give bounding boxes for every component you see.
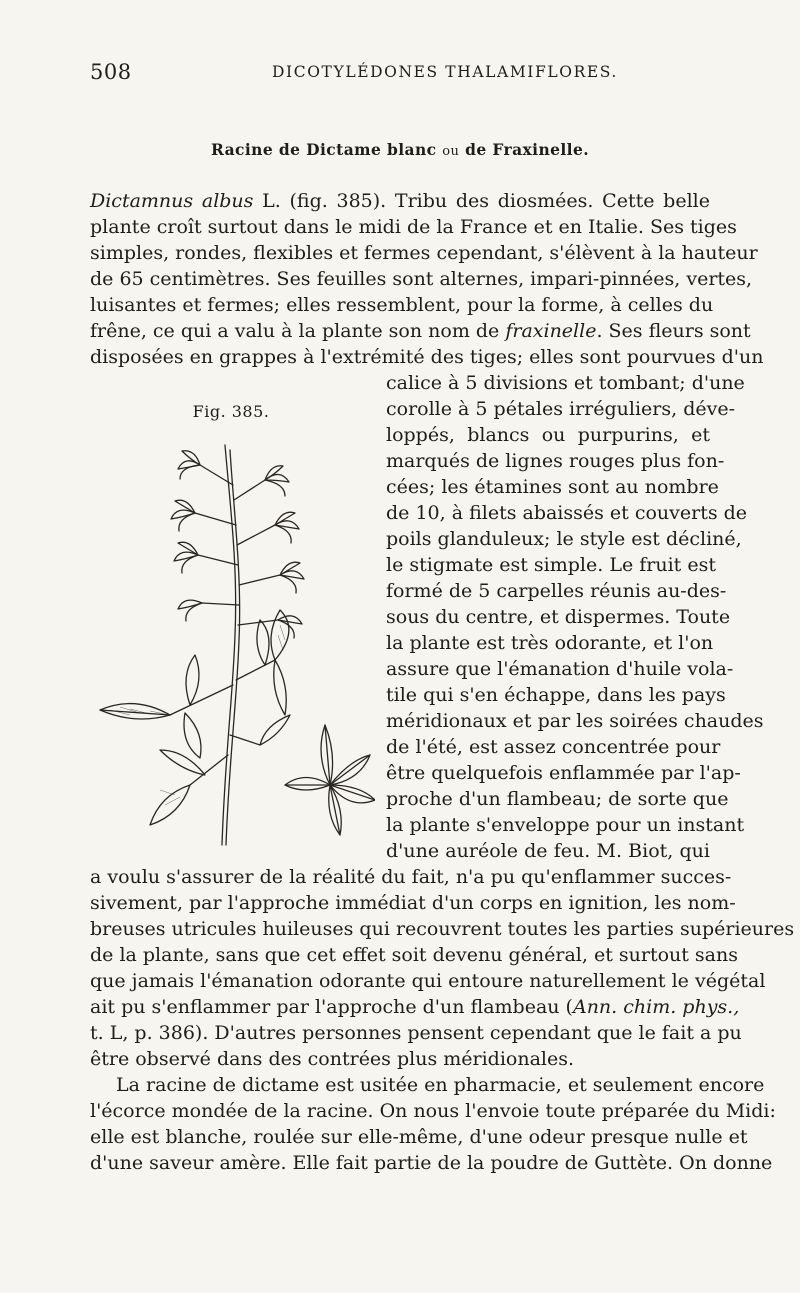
text-line: tile qui s'en échappe, dans les pays xyxy=(386,684,726,706)
text-line: breuses utricules huileuses qui recouvrent toutes les parties supérieures xyxy=(90,918,795,940)
flower xyxy=(275,512,299,543)
figure-caption: Fig. 385. xyxy=(192,402,270,421)
text-line: de l'été, est assez concentrée pour xyxy=(386,736,721,758)
leaf xyxy=(186,655,199,705)
text-line: le stigmate est simple. Le fruit est xyxy=(386,554,716,576)
text-line: t. L, p. 386). D'autres personnes pensent cependant que le fait a pu xyxy=(90,1022,742,1044)
text-line: être observé dans des contrées plus méridionales. xyxy=(90,1048,575,1070)
flower xyxy=(280,562,304,593)
leaf xyxy=(271,610,289,660)
text-line: de 65 centimètres. Ses feuilles sont alternes, impari-pinnées, vertes, xyxy=(90,268,753,290)
text-line: être quelquefois enflammée par l'ap- xyxy=(386,762,741,784)
text-line: assure que l'émanation d'huile vola- xyxy=(386,658,734,680)
text-line: La racine de dictame est usitée en pharmacie, et seulement encore xyxy=(116,1074,765,1096)
line-32-start: ait pu s'enflammer par l'approche d'un flambeau ( xyxy=(90,996,573,1018)
flower xyxy=(178,600,202,621)
text-line: sous du centre, et dispermes. Toute xyxy=(386,606,731,628)
text-line xyxy=(90,188,710,214)
text-line xyxy=(90,994,740,1020)
text-line: que jamais l'émanation odorante qui entoure naturellement le végétal xyxy=(90,970,766,992)
text-line: a voulu s'assurer de la réalité du fait, n'a pu qu'enflammer succes- xyxy=(90,866,732,888)
flower xyxy=(174,542,198,573)
leaf-rosette xyxy=(285,725,375,835)
text-line: la plante est très odorante, et l'on xyxy=(386,632,714,654)
flower xyxy=(178,451,200,479)
leaf xyxy=(150,785,190,825)
text-line: simples, rondes, flexibles et fermes cependant, s'élèvent à la hauteur xyxy=(90,242,758,264)
text-line: poils glanduleux; le style est décliné, xyxy=(386,528,742,550)
flower xyxy=(265,466,289,496)
text-line: d'une saveur amère. Elle fait partie de la poudre de Guttète. On donne xyxy=(90,1152,773,1174)
leaf xyxy=(160,750,205,775)
citation-abbrev: Ann. chim. phys., xyxy=(572,996,740,1018)
fraxinelle-term: fraxinelle xyxy=(505,320,597,342)
running-title: DICOTYLÉDONES THALAMIFLORES. xyxy=(272,63,618,81)
section-title-ou: ou xyxy=(442,144,460,159)
text-line: cées; les étamines sont au nombre xyxy=(386,476,719,498)
dictamnus-plant-illustration xyxy=(90,425,375,865)
line-6-start: frêne, ce qui a valu à la plante son nom de xyxy=(90,320,506,342)
text-line: de 10, à filets abaissés et couverts de xyxy=(386,502,748,524)
text-line: plante croît surtout dans le midi de la France et en Italie. Ses tiges xyxy=(90,216,737,238)
text-line: l'écorce mondée de la racine. On nous l'envoie toute préparée du Midi: xyxy=(90,1100,776,1122)
text-line: loppés, blancs ou purpurins, et xyxy=(386,424,710,446)
running-head xyxy=(90,60,710,88)
section-title-part-a: Racine de Dictame blanc xyxy=(210,140,437,159)
text-line: proche d'un flambeau; de sorte que xyxy=(386,788,729,810)
flower xyxy=(171,500,195,531)
text-line: luisantes et fermes; elles ressemblent, pour la forme, à celles du xyxy=(90,294,714,316)
text-line: d'une auréole de feu. M. Biot, qui xyxy=(386,840,710,862)
text-line: calice à 5 divisions et tombant; d'une xyxy=(386,372,745,394)
section-title-part-b: de Fraxinelle. xyxy=(465,140,590,159)
leaf xyxy=(257,620,269,665)
text-line xyxy=(90,318,751,344)
text-line: formé de 5 carpelles réunis au-des- xyxy=(386,580,727,602)
text-line: elle est blanche, roulée sur elle-même, d'une odeur presque nulle et xyxy=(90,1126,748,1148)
text-line: corolle à 5 pétales irréguliers, déve- xyxy=(386,398,736,420)
text-line: sivement, par l'approche immédiat d'un corps en ignition, les nom- xyxy=(90,892,736,914)
text-line: marqués de lignes rouges plus fon- xyxy=(386,450,725,472)
leaf xyxy=(184,713,201,758)
text-line: méridionaux et par les soirées chaudes xyxy=(386,710,764,732)
text-line: disposées en grappes à l'extrémité des tiges; elles sont pourvues d'un xyxy=(90,346,764,368)
leaf xyxy=(274,660,287,715)
species-name: Dictamnus albus xyxy=(90,190,254,212)
plant-figure xyxy=(90,425,375,865)
text-line: de la plante, sans que cet effet soit devenu général, et surtout sans xyxy=(90,944,738,966)
flower xyxy=(278,616,302,638)
text-line: la plante s'enveloppe pour un instant xyxy=(386,814,745,836)
line-6-end: . Ses fleurs sont xyxy=(596,320,751,342)
section-title xyxy=(90,140,710,159)
page-number: 508 xyxy=(90,60,132,84)
leaf xyxy=(260,715,290,745)
line-1-rest: L. (fig. 385). Tribu des diosmées. Cette belle xyxy=(253,190,710,212)
